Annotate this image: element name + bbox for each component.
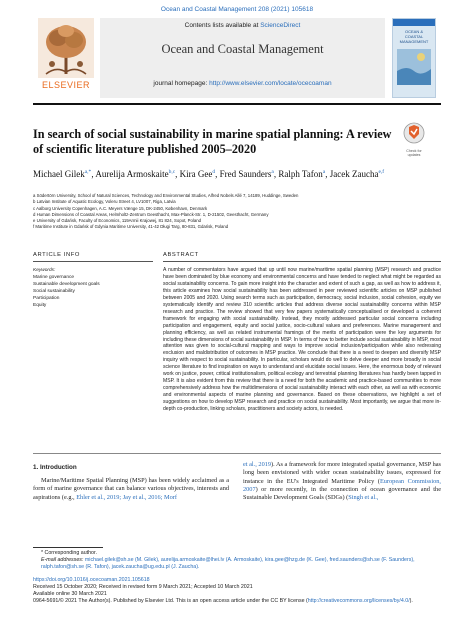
intro-paragraph: ). As a framework for more integrated spatial governance, MSP has long been envisioned with wider ocean sustainability issues, expressed for instance in the EU's Integrated Maritime Policy ( [243, 461, 441, 485]
email-addresses [33, 557, 441, 571]
copyright-suffix: ). [409, 598, 413, 604]
citation-link[interactable]: et al., 2019 [243, 461, 272, 468]
cover-image-icon [393, 47, 435, 91]
doi-link[interactable]: https://doi.org/10.1016/j.ocecoaman.2021.105618 [33, 577, 150, 583]
affiliation: a Södertörn University, School of Natural Sciences, Technology and Environmental Studies, Alfred Nobels Allé 7, 14189, Huddinge, Sweden [33, 193, 299, 198]
abstract-end-rule [33, 453, 441, 454]
keyword: Participation [33, 296, 60, 301]
copyright-text: 0964-5691/© 2021 The Author(s). Published by Elsevier Ltd. This is an open access article under the CC BY license ( [33, 598, 308, 604]
keywords-block [33, 267, 153, 309]
citation-link[interactable]: Singh et al., [348, 494, 379, 502]
intro-right-column [243, 461, 441, 502]
keyword: Sustainable development goals [33, 282, 100, 287]
journal-homepage [100, 80, 385, 87]
corresponding-author-note: * Corresponding author. [41, 550, 97, 556]
journal-reference[interactable]: Ocean and Coastal Management 208 (2021) 105618 [160, 6, 314, 13]
affiliation: e University of Gdańsk, Faculty of Economics, 119Armii Krajowej, 81 824, Sopot, Poland [33, 218, 202, 224]
affiliation: c Aalborg University Copenhagen, A.C. Meyers Vænge 15, DK-2450, København, Denmark [33, 205, 208, 211]
cover-title-2: COASTAL [404, 34, 424, 39]
cover-title-3: MANAGEMENT [399, 39, 429, 44]
check-updates-icon [402, 122, 426, 144]
author[interactable]: Jacek Zaucha$^{e,f}$ [329, 169, 385, 179]
license-link[interactable]: http://creativecommons.org/licenses/by/4.0/ [307, 598, 410, 604]
footnote-rule [33, 547, 103, 548]
copyright-line [33, 598, 441, 605]
journal-title[interactable]: Ocean and Coastal Management [161, 42, 324, 56]
article-title: In search of social sustainability in marine spatial planning: A review of scientific literature published 2005–2020 [33, 127, 392, 156]
contents-prefix: Contents lists available at [184, 22, 259, 29]
header-rule [33, 103, 441, 105]
citation-link[interactable]: Ehler et al., 2019; Jay et al., 2016; Morf [76, 493, 177, 501]
author-list [33, 166, 433, 180]
author[interactable]: Michael Gilek$^{a,*}$, [33, 169, 96, 179]
footnotes [33, 550, 441, 605]
email-label: E-mail addresses: [41, 557, 84, 563]
homepage-label: journal homepage: [153, 80, 208, 87]
abstract-rule [163, 261, 441, 262]
keyword: Marine governance [33, 275, 75, 280]
affiliation: d Human Dimensions of Coastal Areas, Helmholtz-Zentrum Geesthacht, Max-Planck-Str. 1, D-21502, Geesthacht, Germany [33, 211, 269, 217]
article-info-rule [33, 261, 153, 262]
badge-text-1: Check for [406, 149, 422, 153]
author[interactable]: Aurelija Armoskaite$^{b,c}$, [95, 169, 180, 179]
homepage-link[interactable]: http://www.elsevier.com/locate/ocecoaman [209, 80, 332, 87]
intro-paragraph: Marine/Maritime Spatial Planning (MSP) has been widely acclaimed as a form of marine governance that can balance various objectives, interests and aspirations (e.g., [33, 477, 229, 501]
badge-text-2: updates [407, 153, 421, 157]
keyword: Social sustainability [33, 289, 75, 294]
email-links[interactable]: michael.gilek@sh.se (M. Gilek), aurelija.armoskaite@lhei.lv (A. Armoskaite), kira.gee@hzg.de (K. Gee), fred.saunders@sh.se (F. Saunders), ralph.tafon@sh.se (R. Tafon), jacek.zaucha@ug.edu.pl (J. Zaucha). [41, 557, 415, 570]
sciencedirect-link[interactable]: ScienceDirect [260, 22, 301, 29]
check-updates-badge[interactable] [402, 122, 426, 157]
section-heading-introduction: 1. Introduction [33, 464, 77, 471]
abstract-heading: ABSTRACT [163, 252, 199, 258]
abstract-text: A number of commentators have argued that up until now marine/maritime spatial planning (MSP) research and practice have been dominated by blue economy and environmental concerns and have tended to neglect what might be regarded as social sustainability concerns. To gain more insight into the character and extent of such a gap, as well as how to address it, this article examines how social sustainability has been addressed in peer reviewed scientific articles on MSP published between 2005 and 2020. Using search terms such as participation, democracy, social inclusion, social cohesion, equity we systematically identify and review 310 scientific articles that address diverse social sustainability concerns within MSP research and practice. The review showed that very few papers systematically conceptualised or developed a coherent framework for engaging with social sustainability. Instead, they mostly addressed particular social concerns including participation and engagement, equity and social justice, socio-cultural values and preferences. Marine management and planning efficiency, as well as related instrumental framings of the merits of participation were the key arguments for including these dimensions of social sustainability in MSP. In terms of how to better include social sustainability in MSP, most attention was given to social-cultural mapping and ways to improve social inclusion/participation while also redressing exclusion and maldistribution of outcomes in MSP practice. We conclude that there is a need to deepen and diversify MSP inquiry with respect to social sustainability. In particular, scholars would do well to delve deeper and more broadly in social science literature to find inspiration on ways to understand and elucidate social issues. Here, the enormous body of relevant work on justice, power, critical institutionalism, political ecology and terrestrial planning literatures has hardly been tapped in MSP. It is also evident from this review that there is a need for both the academic and practice-based communities to more comprehensively address how the multidimensions of social sustainability interact with each other, as well as with economic and environmental aspects of marine planning and governance. Based on these observations, we highlight a set of suggestions on how to develop MSP research and practice on social sustainability. Most importantly, we argue that more in-depth co-production, linking scholars, practitioners and society actors, is needed. [163, 267, 441, 413]
publisher-name: ELSEVIER [41, 80, 91, 90]
keywords-label: Keywords: [33, 268, 56, 273]
author[interactable]: Kira Gee$^d$, [179, 169, 220, 179]
cover-title-1: OCEAN & [404, 29, 423, 34]
intro-left-column [33, 477, 229, 502]
author[interactable]: Ralph Tafon$^a$, [278, 169, 330, 179]
keyword: Equity [33, 303, 47, 308]
citation-link[interactable]: European Commission, 2007 [243, 477, 441, 493]
affiliation: b Latvian Institute of Aquatic Ecology, Voleru Street 4, LV1007, Riga, Latvia [33, 199, 176, 205]
intro-paragraph: ) or more recently, in the connection of ocean governance and the Sustainable Development Goals (SDGs) ( [243, 485, 441, 502]
contents-line [100, 22, 385, 29]
affiliation: f Maritime Institute in Gdańsk of Gdynia Maritime University, 41-42 Długi Targ, 80-831, Gdańsk, Poland [33, 224, 229, 230]
journal-cover[interactable] [392, 18, 436, 98]
author[interactable]: Fred Saunders$^a$, [219, 169, 279, 179]
received-dates: Received 15 October 2020; Received in revised form 9 March 2021; Accepted 10 March 2021 [33, 584, 253, 590]
available-online: Available online 30 March 2021 [33, 591, 107, 597]
article-info-heading: ARTICLE INFO [33, 252, 81, 258]
affiliations [33, 193, 433, 231]
elsevier-logo[interactable] [36, 16, 96, 94]
